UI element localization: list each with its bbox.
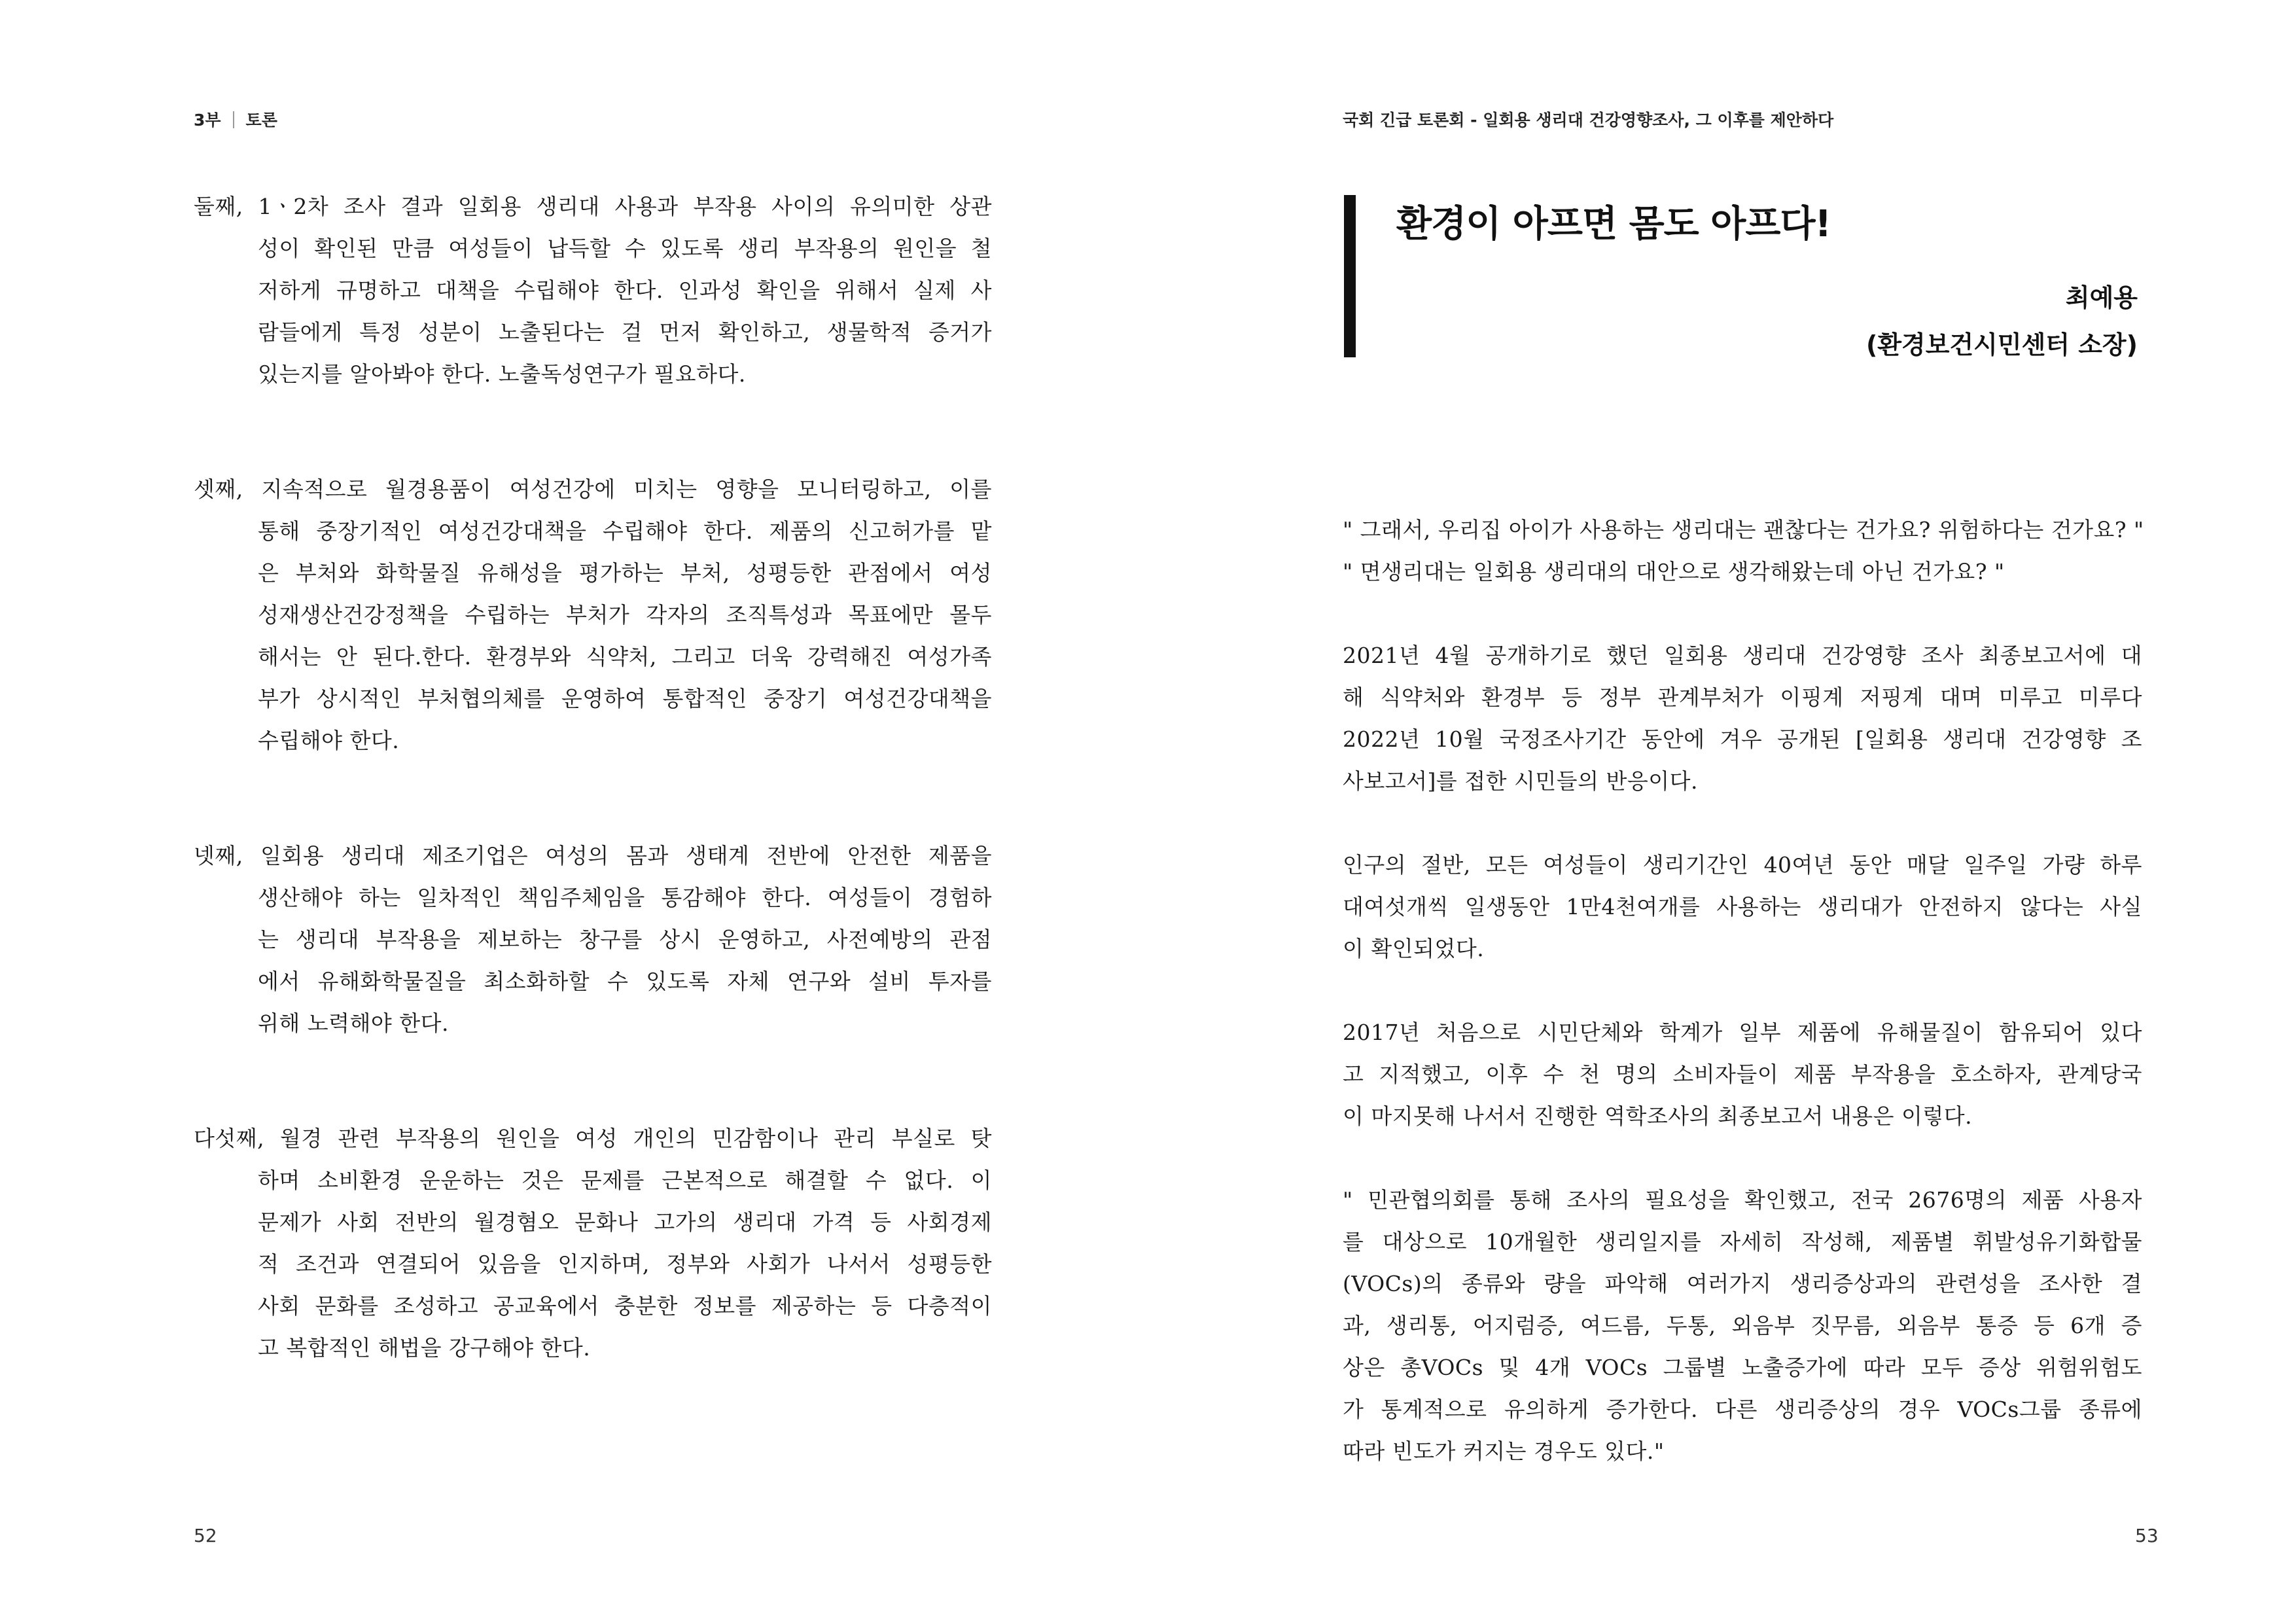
text-line: 상은 총VOCs 및 4개 VOCs 그룹별 노출증가에 따라 모두 증상 위험위험도 — [1343, 1355, 2142, 1380]
text-line: 수립해야 한다. — [258, 728, 400, 753]
running-header-left — [194, 107, 277, 131]
text-line: 따라 빈도가 커지는 경우도 있다." — [1343, 1438, 1665, 1464]
title-accent-bar — [1344, 195, 1356, 357]
text-line: 는 생리대 부작용을 제보하는 창구를 상시 운영하고, 사전예방의 관점 — [258, 927, 992, 952]
text-line: 사보고서]를 접한 시민들의 반응이다. — [1343, 768, 1699, 794]
paragraph — [1343, 1012, 2142, 1137]
text-line: 람들에게 특정 성분이 노출된다는 걸 먼저 확인하고, 생물학적 증거가 — [258, 319, 992, 345]
right-page-body — [1343, 509, 2142, 1514]
text-line: 성이 확인된 만큼 여성들이 납득할 수 있도록 생리 부작용의 원인을 철 — [258, 236, 992, 261]
list-item — [194, 1118, 992, 1369]
text-line: 를 대상으로 10개월한 생리일지를 자세히 작성해, 제품별 휘발성유기화합물 — [1343, 1229, 2142, 1255]
part-label: 3부 — [194, 111, 221, 130]
text-line: 둘째, 1ㆍ2차 조사 결과 일회용 생리대 사용과 부작용 사이의 유의미한 상관 — [194, 194, 992, 219]
text-line: 하며 소비환경 운운하는 것은 문제를 근본적으로 해결할 수 없다. 이 — [258, 1168, 992, 1193]
text-line: 위해 노력해야 한다. — [258, 1010, 449, 1036]
text-line: 성재생산건강정책을 수립하는 부처가 각자의 조직특성과 목표에만 몰두 — [258, 602, 992, 628]
list-item — [194, 186, 992, 395]
text-line: 2017년 처음으로 시민단체와 학계가 일부 제품에 유해물질이 함유되어 있다 — [1343, 1020, 2142, 1045]
left-page-body — [194, 186, 992, 1442]
paragraph — [1343, 1179, 2142, 1472]
text-line: 저하게 규명하고 대책을 수립해야 한다. 인과성 확인을 위해서 실제 사 — [258, 277, 992, 303]
list-item — [194, 835, 992, 1044]
text-line: 해 식약처와 환경부 등 정부 관계부처가 이핑계 저핑계 대며 미루고 미루다 — [1343, 685, 2142, 710]
text-line: 사회 문화를 조성하고 공교육에서 충분한 정보를 제공하는 등 다층적이 — [258, 1293, 992, 1319]
text-line: 고 지적했고, 이후 수 천 명의 소비자들이 제품 부작용을 호소하자, 관계당국 — [1343, 1061, 2142, 1087]
text-line: 고 복합적인 해법을 강구해야 한다. — [258, 1335, 591, 1361]
running-header-right: 국회 긴급 토론회 - 일회용 생리대 건강영향조사, 그 이후를 제안하다 — [1343, 111, 1834, 130]
text-line: 해서는 안 된다.한다. 환경부와 식약처, 그리고 더욱 강력해진 여성가족 — [258, 644, 992, 669]
text-line: 부가 상시적인 부처협의체를 운영하여 통합적인 중장기 여성건강대책을 — [258, 686, 992, 711]
text-line: 2021년 4월 공개하기로 했던 일회용 생리대 건강영향 조사 최종보고서에 대 — [1343, 643, 2142, 668]
text-line: 셋째, 지속적으로 월경용품이 여성건강에 미치는 영향을 모니터링하고, 이를 — [194, 476, 992, 502]
page-number: 52 — [194, 1525, 217, 1546]
header-divider — [233, 111, 234, 128]
text-line: 가 통계적으로 유의하게 증가한다. 다른 생리증상의 경우 VOCs그룹 종류에 — [1343, 1397, 2142, 1422]
page-number: 53 — [2135, 1525, 2159, 1546]
text-line: 넷째, 일회용 생리대 제조기업은 여성의 몸과 생태계 전반에 안전한 제품을 — [194, 843, 992, 868]
text-line: 이 마지못해 나서서 진행한 역학조사의 최종보고서 내용은 이렇다. — [1343, 1103, 1973, 1129]
text-line: " 면생리대는 일회용 생리대의 대안으로 생각해왔는데 아닌 건가요? " — [1343, 559, 2005, 584]
text-line: 이 확인되었다. — [1343, 936, 1485, 961]
list-item — [194, 469, 992, 762]
section-label: 토론 — [245, 111, 277, 130]
paragraph — [1343, 635, 2142, 802]
author-affiliation: (환경보건시민센터 소장) — [1865, 330, 2138, 359]
right-page — [1148, 0, 2296, 1623]
paragraph — [1343, 844, 2142, 970]
text-line: 문제가 사회 전반의 월경혐오 문화나 고가의 생리대 가격 등 사회경제 — [258, 1209, 992, 1235]
text-line: (VOCs)의 종류와 량을 파악해 여러가지 생리증상과의 관련성을 조사한 결 — [1343, 1271, 2142, 1296]
text-line: 은 부처와 화학물질 유해성을 평가하는 부처, 성평등한 관점에서 여성 — [258, 560, 992, 586]
text-line: 에서 유해화학물질을 최소화하할 수 있도록 자체 연구와 설비 투자를 — [258, 969, 992, 994]
author-name: 최예용 — [2065, 283, 2138, 312]
text-line: 인구의 절반, 모든 여성들이 생리기간인 40여년 동안 매달 일주일 가량 하루 — [1343, 852, 2142, 878]
article-title: 환경이 아프면 몸도 아프다! — [1396, 203, 1831, 245]
text-line: 2022년 10월 국정조사기간 동안에 겨우 공개된 [일회용 생리대 건강영향 조 — [1343, 726, 2142, 752]
text-line: 과, 생리통, 어지럼증, 여드름, 두통, 외음부 짓무름, 외음부 통증 등 6개 증 — [1343, 1313, 2142, 1338]
text-line: 통해 중장기적인 여성건강대책을 수립해야 한다. 제품의 신고허가를 맡 — [258, 518, 992, 544]
text-line: " 민관협의회를 통해 조사의 필요성을 확인했고, 전국 2676명의 제품 사용자 — [1343, 1187, 2142, 1213]
text-line: 대여섯개씩 일생동안 1만4천여개를 사용하는 생리대가 안전하지 않다는 사실 — [1343, 894, 2142, 919]
text-line: 생산해야 하는 일차적인 책임주체임을 통감해야 한다. 여성들이 경험하 — [258, 885, 992, 910]
text-line: 다섯째, 월경 관련 부작용의 원인을 여성 개인의 민감함이나 관리 부실로 탓 — [194, 1126, 992, 1151]
text-line: " 그래서, 우리집 아이가 사용하는 생리대는 괜찮다는 건가요? 위험하다는 건가요? " — [1343, 517, 2144, 543]
paragraph — [1343, 509, 2142, 593]
text-line: 있는지를 알아봐야 한다. 노출독성연구가 필요하다. — [258, 361, 746, 387]
text-line: 적 조건과 연결되어 있음을 인지하며, 정부와 사회가 나서서 성평등한 — [258, 1251, 992, 1277]
